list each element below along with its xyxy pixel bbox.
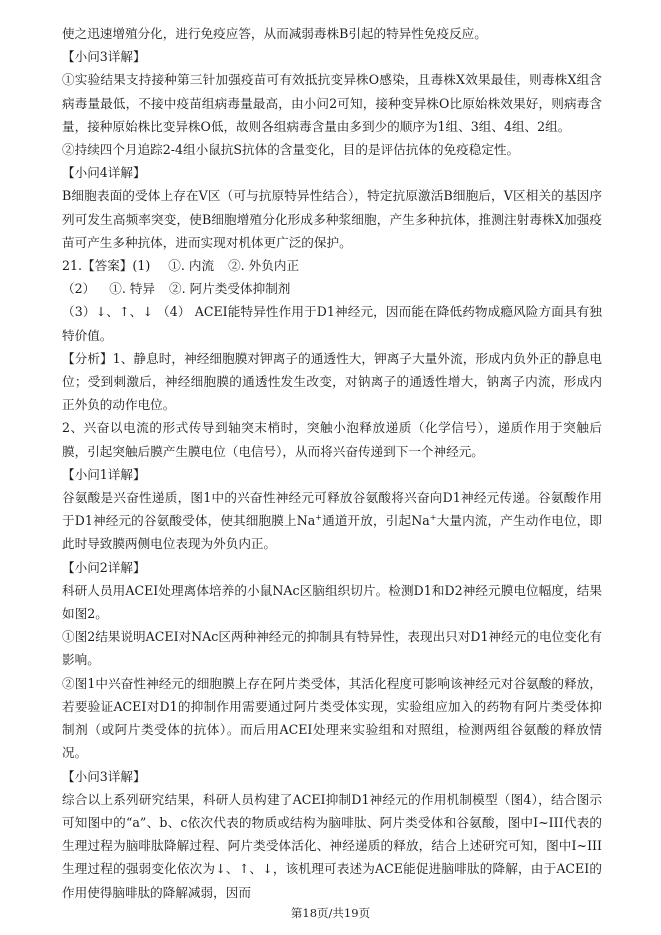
answer-prefix: （2） <box>62 281 96 297</box>
text-span: 大量内流，产生动作电位，即此时导致膜两侧电位表现为外负内正。 <box>62 513 603 552</box>
paragraph: 科研人员用ACEI处理离体培养的小鼠NAc区脑组织切片。检测D1和D2神经元膜电位幅度，结果如图2。 <box>62 582 602 622</box>
text-span: 谷氨酸是兴奋性递质，图1中的兴奋性神经元可释放谷氨酸将兴奋向D1神经元传递。谷氨酸作用于D1神经元的谷氨酸受体，使其细胞膜上Na <box>62 490 602 529</box>
answer-option: ①. 特异 <box>109 281 156 297</box>
superscript: + <box>429 513 437 523</box>
paragraph: ②图1中兴奋性神经元的细胞膜上存在阿片类受体，其活化程度可影响该神经元对谷氨酸的释放，若要验证ACEI对D1的抑制作用需要通过阿片类受体实现，实验组应加入的药物有阿片类受体抑制剂（或阿片类受体的抗体）。而后用ACEI处理来实验组和对照组，检测两组谷氨酸的释放情况。 <box>62 675 602 761</box>
page-content <box>62 22 602 904</box>
paragraph: ①图2结果说明ACEI对NAc区两种神经元的抑制具有特异性，表现出只对D1神经元的电位变化有影响。 <box>62 629 602 668</box>
section-heading: 【小问3详解】 <box>62 768 146 784</box>
analysis-paragraph: 【分析】1、静息时，神经细胞膜对钾离子的通透性大，钾离子大量外流，形成内负外正的静息电位；受到刺激后，神经细胞膜的通透性发生改变，对钠离子的通透性增大，钠离子内流，形成内正外负的动作电位。 <box>62 350 602 413</box>
section-heading: 【小问4详解】 <box>62 165 146 181</box>
paragraph: ②持续四个月追踪2-4组小鼠抗S抗体的含量变化，目的是评估抗体的免疫稳定性。 <box>62 142 520 158</box>
answer-line-3-4: （3）↓、↑、↓ （4） ACEI能特异性作用于D1神经元，因而能在降低药物成瘾风险方面具有独特价值。 <box>62 304 602 343</box>
answer-prefix: 21.【答案】(1) <box>62 258 151 274</box>
text-line: 使之迅速增殖分化，进行免疫应答，从而减弱毒株B引起的特异性免疫反应。 <box>62 26 487 41</box>
text-span: 通道开放，引起Na <box>321 513 430 529</box>
analysis-paragraph: 2、兴奋以电流的形式传导到轴突末梢时，突触小泡释放递质（化学信号），递质作用于突触后膜，引起突触后膜产生膜电位（电信号），从而将兴奋传递到下一个神经元。 <box>62 420 602 459</box>
superscript: + <box>315 513 322 523</box>
paragraph: 综合以上系列研究结果，科研人员构建了ACEI抑制D1神经元的作用机制模型（图4），结合图示可知图中的“a”、b、c依次代表的物质或结构为脑啡肽、阿片类受体和谷氨酸，图中I~III代表的生理过程为脑啡肽降解过程、阿片类受体活化、神经递质的释放，结合上述研究可知，图中I~III生理过程的强弱变化依次为↓、↑、↓，该机理可表述为ACE能促进脑啡肽的降解，由于ACEI的作用使得脑啡肽的降解减弱，因而 <box>62 791 602 900</box>
answer-line-21 <box>62 254 602 277</box>
answer-option: ②. 外负内正 <box>228 258 300 274</box>
paragraph: B细胞表面的受体上存在V区（可与抗原特异性结合），特定抗原激活B细胞后，V区相关的基因序列可发生高频率突变，使B细胞增殖分化形成多种浆细胞，产生多种抗体，推测注射毒株X加强疫苗可产生多种抗体，进而实现对机体更广泛的保护。 <box>62 188 602 250</box>
answer-option: ①. 内流 <box>168 258 215 274</box>
answer-option: ②. 阿片类受体抑制剂 <box>169 281 291 297</box>
paragraph <box>62 486 602 556</box>
answer-line-2 <box>62 277 602 300</box>
section-heading: 【小问2详解】 <box>62 559 146 575</box>
page-footer: 第18页/共19页 <box>290 906 371 920</box>
section-heading: 【小问1详解】 <box>62 466 146 482</box>
paragraph: ①实验结果支持接种第三针加强疫苗可有效抵抗变异株O感染，且毒株X效果最佳，则毒株X组含病毒量最低，不接中疫苗组病毒量最高，由小问2可知，接种变异株O比原始株效果好，则病毒含量，接种原始株比变异株O低，故则各组病毒含量由多到少的顺序为1组、3组、4组、2组。 <box>62 72 602 134</box>
section-heading: 【小问3详解】 <box>62 49 146 65</box>
